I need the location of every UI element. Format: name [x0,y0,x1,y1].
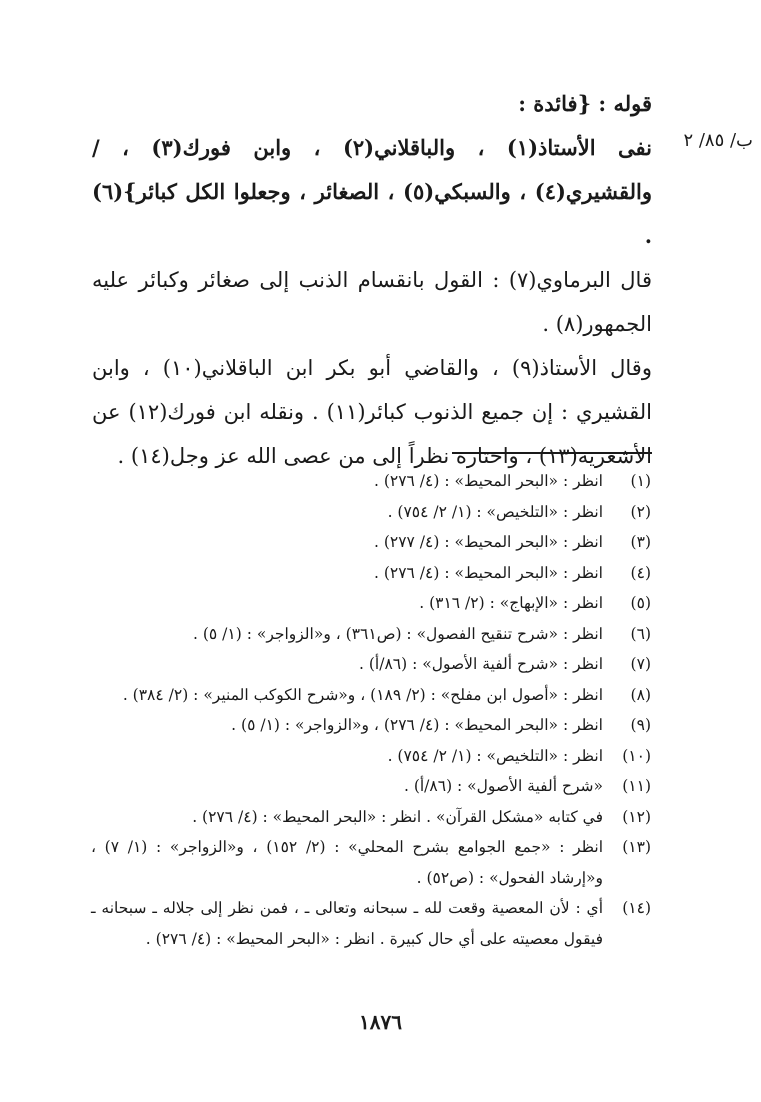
footnote-separator [452,452,652,454]
footnote-number: (١٠) [622,746,651,765]
footnote-number: (٨) [630,685,651,704]
footnote-number: (١٢) [622,807,651,826]
footnote-text: انظر : «البحر المحيط» : (٤/ ٢٧٦) . [373,563,603,582]
footnote [91,497,651,528]
footnote-text: انظر : «البحر المحيط» : (٤/ ٢٧٧) . [373,533,603,551]
footnote-number: (٩) [630,716,651,734]
main-text [92,82,652,478]
footnote-number: (٥) [630,594,651,612]
footnote [91,680,651,711]
footnote [91,649,651,680]
footnote [91,832,651,893]
footnote [91,588,651,619]
footnotes [91,466,651,954]
footnote-text: أي : لأن المعصية وقعت لله ـ سبحانه وتعالى ـ ، فمن نظر إلى جلاله ـ سبحانه ـ فيقول معصيته على أي حال كبيرة . انظر : «البحر المحيط» : (٤/ ٢٧٦) . [91,899,603,948]
footnote-text: انظر : «شرح تنقيح الفصول» : (ص٣٦١) ، و«الزواجر» : (١/ ٥) . [193,624,603,643]
footnote-number: (٤) [630,563,651,582]
main-paragraph: نفى الأستاذ(١) ، والباقلاني(٢) ، وابن فورك(٣) ، / والقشيري(٤) ، والسبكي(٥) ، الصغائر ، وجعلوا الكل كبائر}(٦) . [92,135,652,248]
footnote [91,619,651,650]
footnote-text: انظر : «البحر المحيط» : (٤/ ٢٧٦) . [373,472,603,490]
footnote [91,771,651,802]
footnote-text: انظر : «أصول ابن مفلح» : (٢/ ١٨٩) ، و«شرح الكوكب المنير» : (٢/ ٣٨٤) . [122,685,603,704]
main-paragraph: قال البرماوي(٧) : القول بانقسام الذنب إلى صغائر وكبائر عليه الجمهور(٨) . [92,268,652,336]
footnote-text: انظر : «التلخيص» : (١/ ٢/ ٧٥٤) . [387,746,603,765]
footnote-text: انظر : «الإبهاج» : (٢/ ٣١٦) . [419,594,603,612]
footnote [91,558,651,589]
footnote [91,710,651,741]
footnote-number: (١١) [622,777,651,795]
footnote-number: (٦) [630,624,651,643]
footnote-number: (١) [630,472,651,490]
footnote-text: انظر : «التلخيص» : (١/ ٢/ ٧٥٤) . [387,502,603,521]
section-heading: قوله : {فائدة : [518,91,652,116]
footnote-number: (١٤) [622,899,651,917]
footnote-text: «شرح ألفية الأصول» : (٨٦/أ) . [403,777,603,795]
footnote-text: انظر : «شرح ألفية الأصول» : (٨٦/أ) . [359,655,603,673]
footnote-text: انظر : «البحر المحيط» : (٤/ ٢٧٦) ، و«الزواجر» : (١/ ٥) . [231,716,603,734]
footnote-number: (٣) [630,533,651,551]
footnote-number: (١٣) [622,838,651,856]
footnote [91,893,651,954]
footnote [91,466,651,497]
footnote-text: انظر : «جمع الجوامع بشرح المحلي» : (٢/ ١٥٢) ، و«الزواجر» : (١/ ٧) ، و«إرشاد الفحول» : (ص٥٢) . [91,838,603,887]
footnote-number: (٧) [630,655,651,673]
footnote [91,741,651,772]
footnote [91,527,651,558]
main-paragraph: وقال الأستاذ(٩) ، والقاضي أبو بكر ابن الباقلاني(١٠) ، وابن القشيري : إن جميع الذنوب كبائر(١١) . ونقله ابن فورك(١٢) عن الأشعرية(١٣) ، واختاره نظراً إلى من عصى الله عز وجل(١٤) . [92,356,652,468]
page-number: ١٨٧٦ [359,1010,402,1034]
margin-manuscript-reference: ب/ ٨٥/ ٢ [683,130,753,151]
footnote-text: في كتابه «مشكل القرآن» . انظر : «البحر المحيط» : (٤/ ٢٧٦) . [192,807,603,826]
footnote [91,802,651,833]
footnote-number: (٢) [630,502,651,521]
